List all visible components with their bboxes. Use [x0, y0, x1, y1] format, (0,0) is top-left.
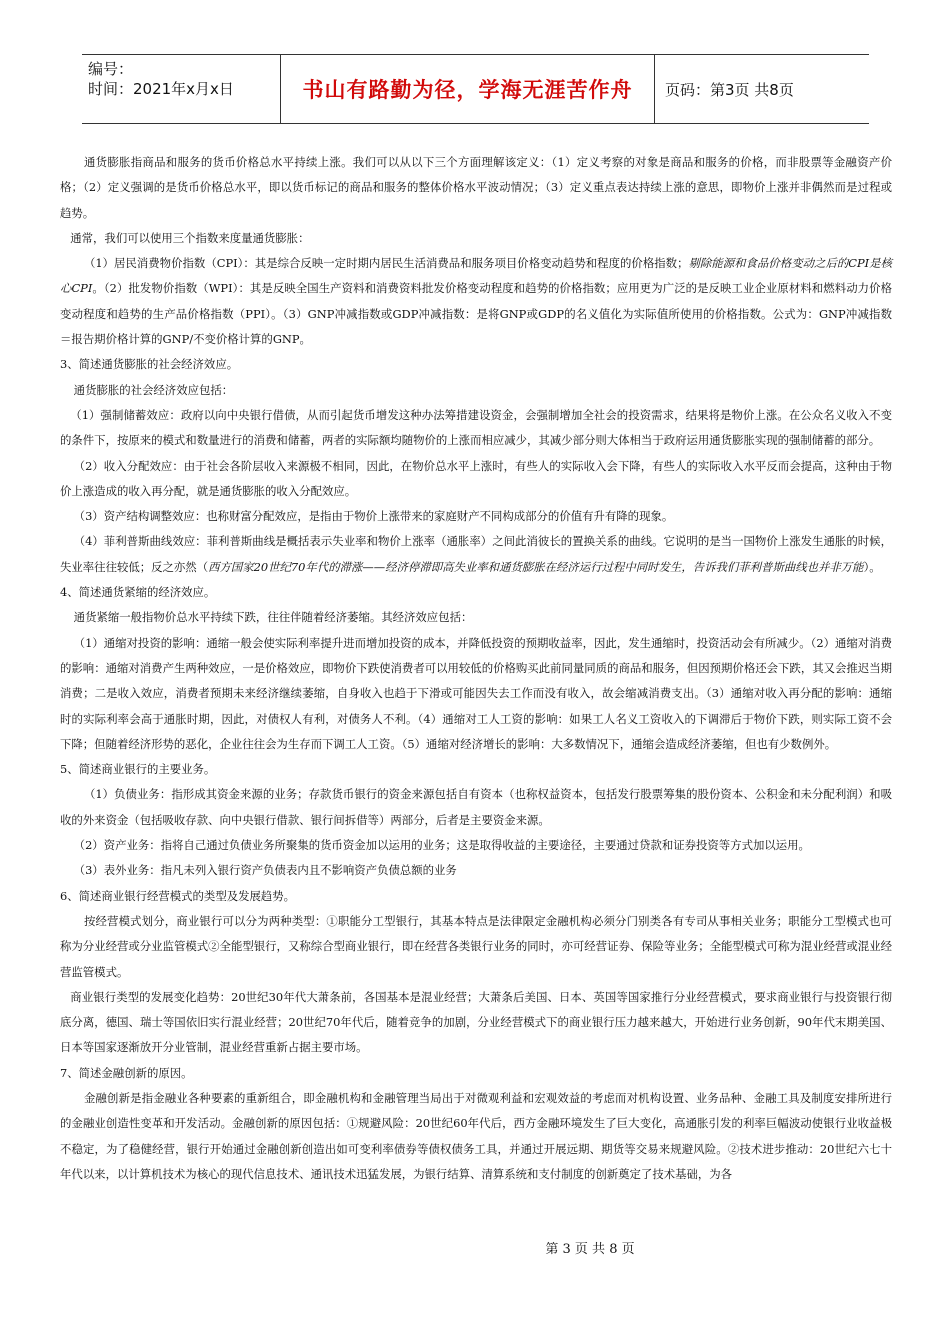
page-footer: 第 3 页 共 8 页 — [545, 1242, 635, 1257]
paragraph — [60, 251, 892, 352]
paragraph: 商业银行类型的发展变化趋势：20世纪30年代大萧条前，各国基本是混业经营；大萧条后美国、日本、英国等国家推行分业经营模式，要求商业银行与投资银行彻底分离，德国、瑞士等国依旧实行混业经营；20世纪70年代后，随着竞争的加剧，分业经营模式下的商业银行压力越来越大，开始进行业务创新，90年代末期美国、日本等国家逐渐放开分业管制，混业经营重新占据主要市场。 — [60, 989, 892, 1055]
header-motto: 书山有路勤为径，学海无涯苦作舟 — [280, 55, 655, 123]
text-run: （4）菲利普斯曲线效应：菲利普斯曲线是概括表示失业率和物价上涨率（通胀率）之间此消彼长的置换关系的曲线。它说明的是当一国物价上涨发生通胀的时候，失业率往往较低；反之亦然（ — [60, 534, 892, 574]
time-label: 时间：2021年x月x日 — [88, 80, 234, 98]
header-page-info: 页码：第3页 共8页 — [665, 80, 794, 99]
paragraph: （2）资产业务：指将自己通过负债业务所聚集的货币资金加以运用的业务；这是取得收益的主要途径，主要通过贷款和证券投资等方式加以运用。 — [73, 838, 810, 853]
header-meta — [82, 55, 280, 123]
document-body — [60, 150, 892, 1187]
text-run: （1）居民消费物价指数（CPI）：其是综合反映一定时期内居民生活消费品和服务项目价格变动趋势和程度的价格指数； — [83, 256, 689, 271]
question-heading: 7、简述金融创新的原因。 — [60, 1065, 193, 1080]
italic-note: 剔除能源和食品价格变动之后的CPI是核心CPI — [60, 256, 892, 296]
question-heading: 5、简述商业银行的主要业务。 — [60, 762, 216, 777]
paragraph: （3）表外业务：指凡未列入银行资产负债表内且不影响资产负债总额的业务 — [73, 863, 457, 878]
paragraph: （2）收入分配效应：由于社会各阶层收入来源极不相同，因此，在物价总水平上涨时，有些人的实际收入会下降，有些人的实际收入水平反而会提高，这种由于物价上涨造成的收入再分配，就是通货膨胀的收入分配效应。 — [60, 458, 892, 498]
paragraph — [60, 529, 892, 580]
question-heading: 3、简述通货膨胀的社会经济效应。 — [60, 357, 239, 372]
question-heading: 6、简述商业银行经营模式的类型及发展趋势。 — [60, 888, 296, 903]
paragraph: 按经营模式划分，商业银行可以分为两种类型：①职能分工型银行，其基本特点是法律限定金融机构必须分门别类各有专司从事相关业务；职能分工型模式也可称为分业经营或分业监管模式②全能型银行，又称综合型商业银行，即在经营各类银行业务的同时，亦可经营证券、保险等业务；全能型模式可称为混业经营或混业经营监管模式。 — [60, 913, 892, 979]
page-header — [82, 54, 869, 124]
number-label: 编号： — [88, 60, 134, 78]
question-heading: 4、简述通货紧缩的经济效应。 — [60, 585, 216, 600]
paragraph: 金融创新是指金融业各种要素的重新组合，即金融机构和金融管理当局出于对微观利益和宏观效益的考虑而对机构设置、业务品种、金融工具及制度安排所进行的金融业创造性变革和开发活动。金融创新的原因包括：①规避风险：20世纪60年代后，西方金融环境发生了巨大变化，高通胀引发的利率巨幅波动使银行业收益极不稳定，为了稳健经营，银行开始通过金融创新创造出如可变利率债券等债权债务工具，并通过开展远期、期货等交易来规避风险。②技术进步推动：20世纪六七十年代以来，以计算机技术为核心的现代信息技术、通讯技术迅猛发展，为银行结算、清算系统和支付制度的创新奠定了技术基础，为各 — [60, 1090, 892, 1181]
text-run: ）。 — [863, 559, 881, 574]
paragraph: 通货膨胀的社会经济效应包括： — [73, 382, 234, 397]
paragraph: （1）负债业务：指形成其资金来源的业务；存款货币银行的资金来源包括自有资本（也称权益资本，包括发行股票筹集的股份资本、公积金和未分配利润）和吸收的外来资金（包括吸收存款、向中央银行借款、银行间拆借等）两部分，后者是主要资金来源。 — [60, 787, 892, 827]
paragraph: 通常，我们可以使用三个指数来度量通货膨胀： — [70, 230, 310, 245]
paragraph: 通货紧缩一般指物价总水平持续下跌，往往伴随着经济萎缩。其经济效应包括： — [73, 610, 473, 625]
paragraph: （1）强制储蓄效应：政府以向中央银行借债，从而引起货币增发这种办法筹措建设资金，会强制增加全社会的投资需求，结果将是物价上涨。在公众名义收入不变的条件下，按原来的模式和数量进行的消费和储蓄，两者的实际额均随物价的上涨而相应减少，其减少部分则大体相当于政府运用通货膨胀实现的强制储蓄的部分。 — [60, 407, 892, 448]
paragraph: 通货膨胀指商品和服务的货币价格总水平持续上涨。我们可以从以下三个方面理解该定义：（1）定义考察的对象是商品和服务的价格，而非股票等金融资产价格；（2）定义强调的是货币价格总水平，即以货币标记的商品和服务的整体价格水平波动情况；（3）定义重点表达持续上涨的意思，即物价上涨并非偶然而是过程或趋势。 — [60, 155, 892, 220]
paragraph: （1）通缩对投资的影响：通缩一般会使实际利率提升进而增加投资的成本，并降低投资的预期收益率，因此，发生通缩时，投资活动会有所减少。（2）通缩对消费的影响：通缩对消费产生两种效应，一是价格效应，即物价下跌使消费者可以用较低的价格购买此前同量同质的商品和服务，但因预期价格还会下跌，其又会推迟当期消费；二是收入效应，消费者预期未来经济继续萎缩，自身收入也趋于下滑或可能因失去工作而没有收入，故会缩减消费支出。（3）通缩对收入再分配的影响：通缩时的实际利率会高于通胀时期，因此，对债权人有利，对债务人不利。（4）通缩对工人工资的影响：如果工人名义工资收入的下调滞后于物价下跌，则实际工资不会下降；但随着经济形势的恶化，企业往往会为生存而下调工人工资。（5）通缩对经济增长的影响：大多数情况下，通缩会造成经济萎缩，但也有少数例外。 — [60, 635, 892, 751]
italic-note: 西方国家20世纪70年代的滞涨——经济停滞即高失业率和通货膨胀在经济运行过程中同时发生，告诉我们菲利普斯曲线也并非万能 — [208, 559, 864, 574]
paragraph: （3）资产结构调整效应：也称财富分配效应，是指由于物价上涨带来的家庭财产不同构成部分的价值有升有降的现象。 — [73, 509, 674, 524]
text-run: 。（2）批发物价指数（WPI）：其是反映全国生产资料和消费资料批发价格变动程度和趋势的价格指数；应用更为广泛的是反映工业企业原材料和燃料动力价格变动程度和趋势的生产品价格指数（PPI）。（3）GNP冲减指数或GDP冲减指数：是将GNP或GDP的名义值化为实际值所使用的价格指数。公式为：GNP冲减指数 ＝报告期价格计算的GNP/不变价格计算的GNP。 — [60, 281, 892, 347]
